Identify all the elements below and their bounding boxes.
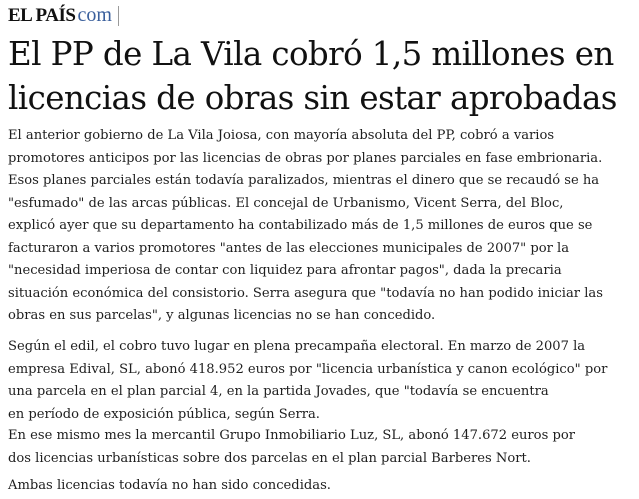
headline [8, 32, 636, 120]
paragraph-line: Ambas licencias todavía no han sido concedidas. [8, 478, 331, 493]
brand-logo: EL PAÍS [8, 5, 76, 26]
masthead[interactable] [8, 4, 119, 28]
paragraph-line: explicó ayer que su departamento ha contabilizado más de 1,5 millones de euros que se [8, 218, 593, 233]
paragraph-line: situación económica del consistorio. Serra asegura que "todavía no han podido iniciar las [8, 285, 603, 301]
paragraph-line: empresa Edival, SL, abonó 418.952 euros por "licencia urbanística y canon ecológico" por [8, 361, 608, 377]
paragraph-line: Según el edil, el cobro tuvo lugar en plena precampaña electoral. En marzo de 2007 la [8, 339, 586, 354]
headline-line: licencias de obras sin estar aprobadas [8, 79, 617, 117]
paragraph-line: en período de exposición pública, según Serra. [8, 406, 320, 422]
paragraph-line: Esos planes parciales están todavía paralizados, mientras el dinero que se recaudó se ha [8, 173, 600, 188]
paragraph-line: "esfumado" de las arcas públicas. El concejal de Urbanismo, Vicent Serra, del Bloc, [8, 195, 564, 211]
paragraph-line: El anterior gobierno de La Vila Joiosa, con mayoría absoluta del PP, cobró a varios [8, 128, 555, 143]
paragraph-line: obras en sus parcelas", y algunas licencias no se han concedido. [8, 308, 436, 323]
paragraph-line: una parcela en el plan parcial 4, en la partida Jovades, que "todavía se encuentra [8, 384, 549, 399]
masthead-divider [118, 6, 119, 26]
paragraph-line: dos licencias urbanísticas sobre dos parcelas en el plan parcial Barberes Nort. [8, 450, 531, 466]
article-paragraph [8, 336, 636, 426]
article-paragraph [8, 425, 636, 470]
paragraph-line: promotores anticipos por las licencias de obras por planes parciales en fase embrionaria. [8, 150, 603, 166]
paragraph-line: En ese mismo mes la mercantil Grupo Inmobiliario Luz, SL, abonó 147.672 euros por [8, 428, 575, 443]
paragraph-line: facturaron a varios promotores "antes de las elecciones municipales de 2007" por la [8, 240, 570, 256]
paragraph-line: "necesidad imperiosa de contar con liquidez para afrontar pagos", dada la precaria [8, 263, 562, 278]
headline-line: El PP de La Vila cobró 1,5 millones en [8, 35, 614, 73]
article-paragraph [8, 475, 636, 498]
article-paragraph [8, 125, 636, 328]
brand-domain: com [77, 4, 112, 26]
